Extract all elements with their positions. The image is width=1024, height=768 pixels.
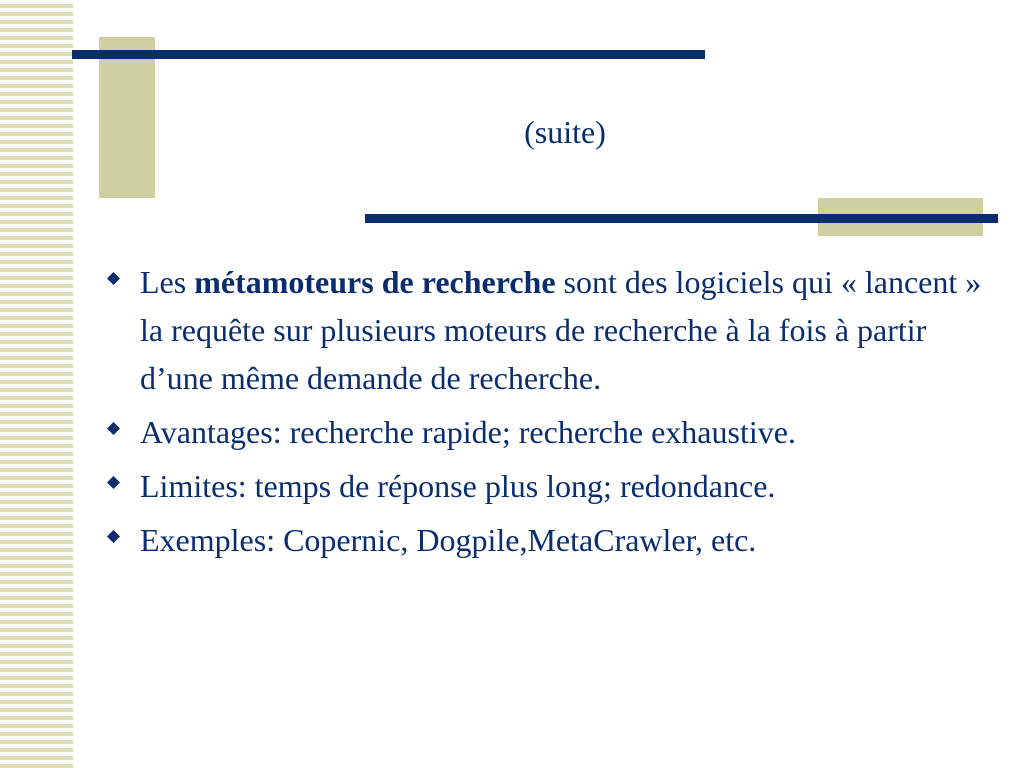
bullet-text-bold: métamoteurs de recherche [194, 264, 556, 300]
diamond-bullet-icon [107, 530, 120, 543]
diamond-bullet-icon [107, 422, 120, 435]
diamond-bullet-icon [107, 272, 120, 285]
diamond-bullet-icon [107, 476, 120, 489]
bullet-text: Exemples: Copernic, Dogpile,MetaCrawler, etc. [140, 522, 757, 558]
bullet-list [100, 258, 990, 570]
decorative-stripes [0, 0, 73, 768]
bullet-item [100, 408, 990, 456]
decorative-bar-top [72, 50, 705, 59]
bullet-text-suffix: sont des logiciels qui « lancent » la requête sur plusieurs moteurs de recherche à la fois à partir d’une même demande de recherche. [140, 264, 982, 396]
bullet-item [100, 462, 990, 510]
bullet-item [100, 258, 990, 402]
decorative-block-left [99, 37, 155, 198]
bullet-text: Avantages: recherche rapide; recherche exhaustive. [140, 414, 796, 450]
bullet-item [100, 516, 990, 564]
decorative-bar-bottom [365, 214, 998, 223]
bullet-text: Limites: temps de réponse plus long; redondance. [140, 468, 776, 504]
slide-title: (suite) [524, 114, 606, 150]
bullet-text-prefix: Les [140, 264, 195, 300]
